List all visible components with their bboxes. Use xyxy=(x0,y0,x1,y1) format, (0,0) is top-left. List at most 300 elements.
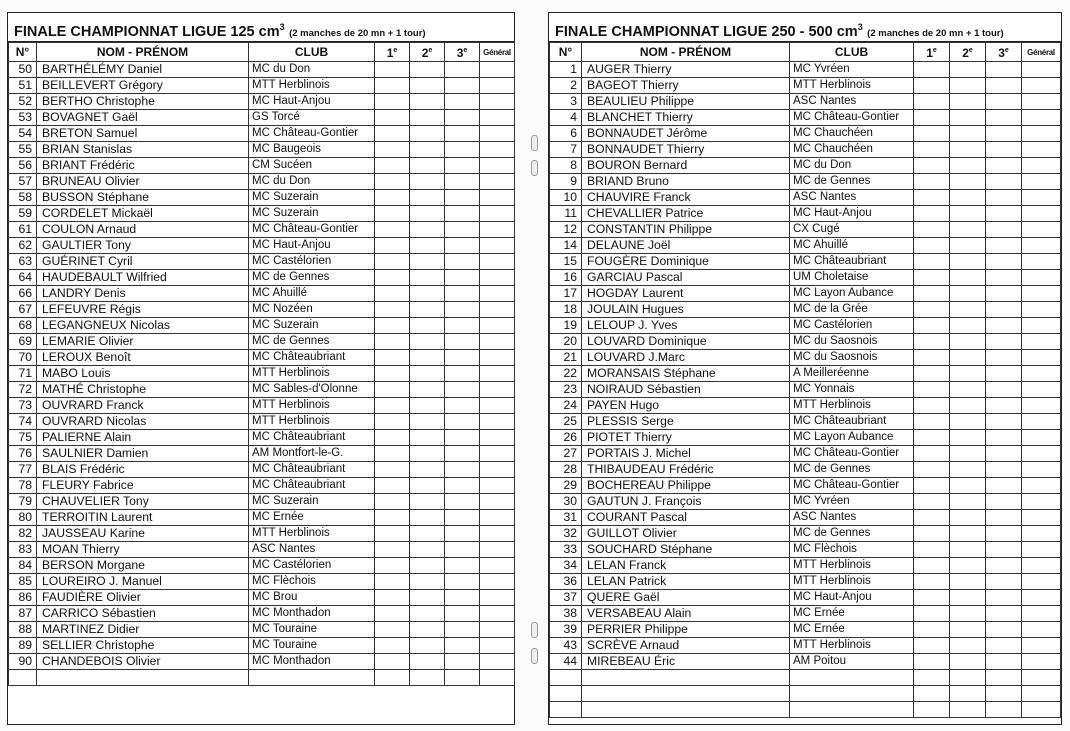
table-row xyxy=(9,430,515,446)
title-subtitle: (2 manches de 20 mn + 1 tour) xyxy=(289,27,426,39)
header-name: NOM - PRÉNOM xyxy=(37,43,249,62)
rider-club: A Meilleréenne xyxy=(790,366,914,382)
score-general xyxy=(1022,574,1061,590)
score-round-2 xyxy=(410,110,445,126)
score-round-2 xyxy=(950,590,986,606)
score-round-1 xyxy=(914,398,950,414)
rider-number: 38 xyxy=(550,606,582,622)
score-round-3 xyxy=(445,190,480,206)
rider-name: LEFEUVRE Régis xyxy=(37,302,249,318)
rider-number: 77 xyxy=(9,462,37,478)
score-general xyxy=(1022,382,1061,398)
score-round-2 xyxy=(410,286,445,302)
score-round-1 xyxy=(375,526,410,542)
rider-number: 32 xyxy=(550,526,582,542)
score-round-2 xyxy=(410,622,445,638)
rider-club: MC de Gennes xyxy=(790,174,914,190)
score-round-3 xyxy=(986,190,1022,206)
score-round-1 xyxy=(375,158,410,174)
score-general xyxy=(1022,430,1061,446)
score-round-2 xyxy=(950,638,986,654)
rider-number: 33 xyxy=(550,542,582,558)
score-round-1 xyxy=(914,254,950,270)
rider-number: 28 xyxy=(550,462,582,478)
score-general xyxy=(480,446,515,462)
header-round-3: 3e xyxy=(986,43,1022,62)
rider-name: LELOUP J. Yves xyxy=(582,318,790,334)
rider-number: 36 xyxy=(550,574,582,590)
rider-club: MC Monthadon xyxy=(249,606,375,622)
rider-number xyxy=(550,685,582,701)
rider-number: 74 xyxy=(9,414,37,430)
rider-number: 25 xyxy=(550,414,582,430)
score-round-1 xyxy=(375,638,410,654)
table-row xyxy=(550,494,1061,510)
rider-name: GAUTUN J. François xyxy=(582,494,790,510)
rider-number: 84 xyxy=(9,558,37,574)
score-round-3 xyxy=(445,590,480,606)
rider-number: 87 xyxy=(9,606,37,622)
score-round-3 xyxy=(445,158,480,174)
score-round-2 xyxy=(950,510,986,526)
rider-club: MTT Herblinois xyxy=(790,574,914,590)
score-round-1 xyxy=(375,574,410,590)
score-general xyxy=(1022,526,1061,542)
score-round-2 xyxy=(950,430,986,446)
score-round-1 xyxy=(375,382,410,398)
score-general xyxy=(1022,398,1061,414)
results-table xyxy=(549,42,1061,718)
table-row xyxy=(550,158,1061,174)
score-round-2 xyxy=(950,94,986,110)
score-round-1 xyxy=(914,94,950,110)
rider-name: PLESSIS Serge xyxy=(582,414,790,430)
score-round-2 xyxy=(410,94,445,110)
score-general xyxy=(480,590,515,606)
score-general xyxy=(480,318,515,334)
rider-number: 72 xyxy=(9,382,37,398)
table-row xyxy=(550,126,1061,142)
rider-number: 17 xyxy=(550,286,582,302)
score-round-2 xyxy=(950,142,986,158)
rider-number: 8 xyxy=(550,158,582,174)
table-row xyxy=(550,685,1061,701)
rider-number: 76 xyxy=(9,446,37,462)
table-row xyxy=(9,494,515,510)
score-round-2 xyxy=(410,398,445,414)
table-row xyxy=(9,670,515,686)
score-general xyxy=(1022,685,1061,701)
header-club: CLUB xyxy=(249,43,375,62)
table-row xyxy=(9,558,515,574)
rider-name: PORTAIS J. Michel xyxy=(582,446,790,462)
score-general xyxy=(1022,110,1061,126)
binder-ring xyxy=(531,648,538,664)
score-general xyxy=(1022,654,1061,670)
score-round-3 xyxy=(445,478,480,494)
rider-number: 67 xyxy=(9,302,37,318)
score-general xyxy=(1022,478,1061,494)
score-round-2 xyxy=(950,558,986,574)
table-row xyxy=(550,462,1061,478)
rider-club: MC Castélorien xyxy=(249,558,375,574)
score-round-1 xyxy=(375,222,410,238)
rider-club: MTT Herblinois xyxy=(249,78,375,94)
table-row xyxy=(9,78,515,94)
rider-club: MC Haut-Anjou xyxy=(249,94,375,110)
score-round-3 xyxy=(986,638,1022,654)
score-round-1 xyxy=(914,158,950,174)
rider-club xyxy=(790,670,914,686)
score-round-2 xyxy=(950,606,986,622)
score-round-1 xyxy=(914,270,950,286)
rider-name: BAGEOT Thierry xyxy=(582,78,790,94)
rider-number: 56 xyxy=(9,158,37,174)
score-round-2 xyxy=(410,366,445,382)
rider-club: MTT Herblinois xyxy=(249,526,375,542)
score-general xyxy=(1022,350,1061,366)
rider-number: 43 xyxy=(550,638,582,654)
score-round-1 xyxy=(375,318,410,334)
score-round-1 xyxy=(375,510,410,526)
rider-club: MC Ernée xyxy=(790,606,914,622)
score-round-3 xyxy=(445,622,480,638)
score-round-2 xyxy=(950,446,986,462)
rider-club: MC Ernée xyxy=(249,510,375,526)
table-row xyxy=(550,238,1061,254)
score-round-1 xyxy=(375,62,410,78)
table-row xyxy=(9,574,515,590)
score-round-1 xyxy=(375,446,410,462)
rider-name: OUVRARD Franck xyxy=(37,398,249,414)
table-row xyxy=(550,78,1061,94)
score-round-2 xyxy=(410,478,445,494)
rider-number: 21 xyxy=(550,350,582,366)
page-title xyxy=(8,13,514,42)
table-row xyxy=(9,334,515,350)
score-general xyxy=(1022,94,1061,110)
score-round-1 xyxy=(375,430,410,446)
header-round-3: 3e xyxy=(445,43,480,62)
score-round-3 xyxy=(445,398,480,414)
score-round-3 xyxy=(986,142,1022,158)
score-general xyxy=(1022,590,1061,606)
score-general xyxy=(480,462,515,478)
rider-number: 6 xyxy=(550,126,582,142)
rider-number: 9 xyxy=(550,174,582,190)
score-round-1 xyxy=(914,606,950,622)
left-page-125cc xyxy=(7,12,515,725)
table-row xyxy=(9,350,515,366)
rider-club: MC Haut-Anjou xyxy=(249,238,375,254)
table-row xyxy=(550,334,1061,350)
rider-club: MTT Herblinois xyxy=(249,398,375,414)
score-round-2 xyxy=(410,382,445,398)
score-general xyxy=(480,574,515,590)
score-round-2 xyxy=(410,206,445,222)
score-round-2 xyxy=(950,366,986,382)
score-round-2 xyxy=(410,462,445,478)
score-general xyxy=(1022,670,1061,686)
score-round-2 xyxy=(950,382,986,398)
rider-club: MC Brou xyxy=(249,590,375,606)
score-general xyxy=(480,62,515,78)
score-round-3 xyxy=(986,590,1022,606)
score-round-1 xyxy=(375,350,410,366)
score-round-3 xyxy=(986,158,1022,174)
score-general xyxy=(480,414,515,430)
score-general xyxy=(480,638,515,654)
table-row xyxy=(550,382,1061,398)
score-round-1 xyxy=(375,174,410,190)
header-general: Général xyxy=(480,43,515,62)
score-round-3 xyxy=(986,414,1022,430)
score-round-3 xyxy=(986,94,1022,110)
score-general xyxy=(1022,558,1061,574)
score-round-3 xyxy=(445,366,480,382)
rider-name: LEMARIE Olivier xyxy=(37,334,249,350)
score-round-3 xyxy=(986,462,1022,478)
score-round-1 xyxy=(375,334,410,350)
rider-club: MC Ernée xyxy=(790,622,914,638)
rider-number: 2 xyxy=(550,78,582,94)
score-round-1 xyxy=(375,670,410,686)
rider-club: MC Château-Gontier xyxy=(790,446,914,462)
rider-club: MC Châteaubriant xyxy=(249,430,375,446)
rider-number: 26 xyxy=(550,430,582,446)
score-general xyxy=(480,398,515,414)
score-round-1 xyxy=(914,430,950,446)
rider-number: 22 xyxy=(550,366,582,382)
rider-club: ASC Nantes xyxy=(790,94,914,110)
score-round-3 xyxy=(445,638,480,654)
score-round-3 xyxy=(445,286,480,302)
rider-club: MC Monthadon xyxy=(249,654,375,670)
score-round-1 xyxy=(375,286,410,302)
score-round-2 xyxy=(410,654,445,670)
rider-number: 63 xyxy=(9,254,37,270)
rider-name: BLAIS Frédéric xyxy=(37,462,249,478)
score-general xyxy=(1022,254,1061,270)
header-round-1: 1e xyxy=(375,43,410,62)
rider-club: MC de la Grée xyxy=(790,302,914,318)
rider-number: 23 xyxy=(550,382,582,398)
score-round-2 xyxy=(950,334,986,350)
rider-number: 14 xyxy=(550,238,582,254)
score-round-2 xyxy=(950,238,986,254)
rider-number: 78 xyxy=(9,478,37,494)
rider-name: NOIRAUD Sébastien xyxy=(582,382,790,398)
rider-club: MTT Herblinois xyxy=(790,398,914,414)
score-round-1 xyxy=(375,398,410,414)
rider-name: LEGANGNEUX Nicolas xyxy=(37,318,249,334)
score-round-3 xyxy=(445,222,480,238)
score-round-1 xyxy=(375,590,410,606)
rider-number: 39 xyxy=(550,622,582,638)
rider-name: LANDRY Denis xyxy=(37,286,249,302)
score-general xyxy=(480,654,515,670)
score-round-3 xyxy=(986,334,1022,350)
rider-number: 70 xyxy=(9,350,37,366)
table-row xyxy=(550,478,1061,494)
score-round-1 xyxy=(375,478,410,494)
rider-club xyxy=(249,670,375,686)
score-general xyxy=(1022,286,1061,302)
table-row xyxy=(9,478,515,494)
rider-number: 82 xyxy=(9,526,37,542)
rider-number: 90 xyxy=(9,654,37,670)
rider-number: 16 xyxy=(550,270,582,286)
score-round-3 xyxy=(986,382,1022,398)
score-round-3 xyxy=(445,558,480,574)
score-round-3 xyxy=(445,670,480,686)
rider-number: 7 xyxy=(550,142,582,158)
rider-number xyxy=(550,701,582,717)
score-round-1 xyxy=(914,206,950,222)
score-general xyxy=(1022,126,1061,142)
rider-club: MTT Herblinois xyxy=(790,78,914,94)
rider-number: 1 xyxy=(550,62,582,78)
rider-name: FOUGÈRE Dominique xyxy=(582,254,790,270)
table-row xyxy=(9,462,515,478)
score-general xyxy=(480,142,515,158)
rider-number: 15 xyxy=(550,254,582,270)
rider-club: MC Touraine xyxy=(249,622,375,638)
rider-number: 27 xyxy=(550,446,582,462)
score-round-1 xyxy=(914,174,950,190)
rider-name: CONSTANTIN Philippe xyxy=(582,222,790,238)
rider-club xyxy=(790,701,914,717)
table-row xyxy=(550,270,1061,286)
rider-number: 37 xyxy=(550,590,582,606)
score-general xyxy=(1022,366,1061,382)
rider-name: BOCHEREAU Philippe xyxy=(582,478,790,494)
score-round-3 xyxy=(986,494,1022,510)
title-text: FINALE CHAMPIONNAT LIGUE 250 - 500 cm xyxy=(555,23,858,40)
page-title xyxy=(549,13,1061,42)
table-row xyxy=(550,654,1061,670)
table-row xyxy=(9,318,515,334)
score-round-2 xyxy=(950,158,986,174)
score-round-2 xyxy=(950,526,986,542)
rider-name: SAULNIER Damien xyxy=(37,446,249,462)
score-round-1 xyxy=(914,286,950,302)
score-round-2 xyxy=(410,142,445,158)
table-row xyxy=(9,190,515,206)
score-general xyxy=(480,366,515,382)
rider-name: BLANCHET Thierry xyxy=(582,110,790,126)
rider-club: MTT Herblinois xyxy=(790,558,914,574)
table-row xyxy=(9,94,515,110)
rider-name: LELAN Franck xyxy=(582,558,790,574)
score-general xyxy=(480,606,515,622)
rider-club: MC de Gennes xyxy=(249,270,375,286)
score-round-3 xyxy=(445,94,480,110)
score-round-3 xyxy=(986,350,1022,366)
score-round-1 xyxy=(914,494,950,510)
header-name: NOM - PRÉNOM xyxy=(582,43,790,62)
rider-name: TERROITIN Laurent xyxy=(37,510,249,526)
score-round-3 xyxy=(445,510,480,526)
score-round-1 xyxy=(914,350,950,366)
header-row xyxy=(9,43,515,62)
table-row xyxy=(9,414,515,430)
score-general xyxy=(480,670,515,686)
score-round-1 xyxy=(375,78,410,94)
score-round-3 xyxy=(445,382,480,398)
score-round-3 xyxy=(986,126,1022,142)
score-general xyxy=(1022,222,1061,238)
score-round-1 xyxy=(914,622,950,638)
rider-name xyxy=(582,685,790,701)
rider-number: 11 xyxy=(550,206,582,222)
table-row xyxy=(9,222,515,238)
score-round-1 xyxy=(375,206,410,222)
score-general xyxy=(480,302,515,318)
score-round-2 xyxy=(410,238,445,254)
score-general xyxy=(480,126,515,142)
rider-number: 44 xyxy=(550,654,582,670)
score-round-1 xyxy=(914,558,950,574)
rider-club: CX Cugé xyxy=(790,222,914,238)
score-round-3 xyxy=(986,542,1022,558)
rider-club: MC Yvréen xyxy=(790,62,914,78)
score-round-1 xyxy=(375,302,410,318)
score-general xyxy=(480,270,515,286)
rider-name: CORDELET Mickaël xyxy=(37,206,249,222)
rider-number: 79 xyxy=(9,494,37,510)
score-round-2 xyxy=(410,542,445,558)
score-round-3 xyxy=(986,318,1022,334)
table-row xyxy=(550,142,1061,158)
rider-club: MC Château-Gontier xyxy=(249,222,375,238)
rider-club: MC Suzerain xyxy=(249,190,375,206)
title-text: FINALE CHAMPIONNAT LIGUE 125 cm xyxy=(14,23,280,40)
rider-name: PAYEN Hugo xyxy=(582,398,790,414)
results-table xyxy=(8,42,515,686)
rider-name: GARCIAU Pascal xyxy=(582,270,790,286)
score-round-3 xyxy=(986,622,1022,638)
score-general xyxy=(1022,542,1061,558)
table-row xyxy=(9,638,515,654)
table-row xyxy=(550,430,1061,446)
table-row xyxy=(550,302,1061,318)
header-round-2: 2e xyxy=(950,43,986,62)
rider-number: 4 xyxy=(550,110,582,126)
score-round-2 xyxy=(950,254,986,270)
score-general xyxy=(1022,238,1061,254)
score-general xyxy=(480,94,515,110)
score-general xyxy=(1022,701,1061,717)
score-round-1 xyxy=(914,685,950,701)
rider-name: MABO Louis xyxy=(37,366,249,382)
title-superscript: 3 xyxy=(857,22,863,32)
rider-number: 34 xyxy=(550,558,582,574)
rider-club: MC Flèchois xyxy=(249,574,375,590)
score-general xyxy=(1022,638,1061,654)
score-general xyxy=(480,238,515,254)
table-row xyxy=(9,590,515,606)
score-round-3 xyxy=(986,526,1022,542)
rider-number: 20 xyxy=(550,334,582,350)
score-round-3 xyxy=(986,78,1022,94)
score-round-1 xyxy=(375,270,410,286)
score-round-2 xyxy=(950,222,986,238)
score-round-2 xyxy=(950,62,986,78)
score-round-2 xyxy=(950,78,986,94)
rider-club: MC Layon Aubance xyxy=(790,286,914,302)
score-round-2 xyxy=(950,622,986,638)
